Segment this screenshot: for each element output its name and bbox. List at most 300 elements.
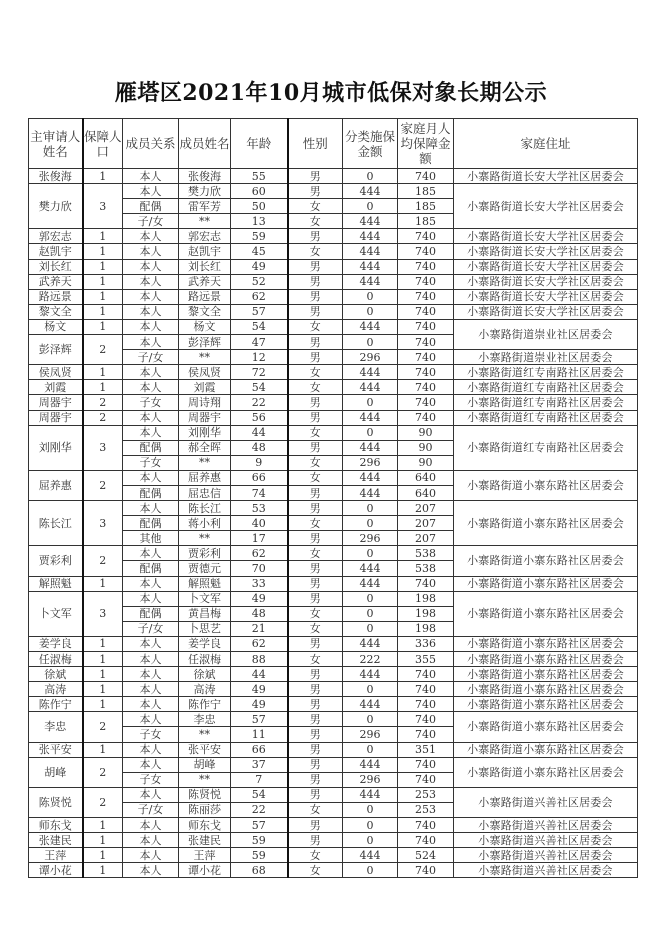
applicant-name: 张建民 — [29, 833, 83, 848]
table-row — [29, 380, 638, 395]
household-size: 1 — [83, 259, 123, 274]
age: 57 — [231, 712, 288, 727]
member-name: 刘霞 — [179, 380, 231, 395]
relation: 本人 — [123, 244, 179, 259]
applicant-name: 王萍 — [29, 848, 83, 863]
gender: 女 — [288, 516, 343, 531]
table-row — [29, 259, 638, 274]
per-capita-amount: 740 — [398, 259, 454, 274]
age: 62 — [231, 289, 288, 304]
address: 小寨路街道长安大学社区居委会 — [454, 289, 638, 304]
table-row — [29, 652, 638, 667]
address: 小寨路街道长安大学社区居委会 — [454, 274, 638, 289]
per-capita-amount: 740 — [398, 757, 454, 772]
category-amount: 0 — [343, 818, 398, 833]
table-row — [29, 742, 638, 757]
age: 48 — [231, 440, 288, 455]
member-name: 胡峰 — [179, 757, 231, 772]
relation: 配偶 — [123, 516, 179, 531]
table-row — [29, 365, 638, 380]
household-size: 1 — [83, 244, 123, 259]
household-size: 2 — [83, 712, 123, 742]
member-name: 贾彩利 — [179, 546, 231, 561]
applicant-name: 刘霞 — [29, 380, 83, 395]
relation: 本人 — [123, 501, 179, 516]
table-row — [29, 501, 638, 516]
relation: 本人 — [123, 848, 179, 863]
address: 小寨路街道小寨东路社区居委会 — [454, 546, 638, 576]
category-amount: 444 — [343, 259, 398, 274]
relation: 本人 — [123, 184, 179, 199]
category-amount: 0 — [343, 199, 398, 214]
header-household-size: 保障人口 — [83, 119, 123, 169]
gender: 男 — [288, 636, 343, 651]
member-name: 张平安 — [179, 742, 231, 757]
relation: 本人 — [123, 833, 179, 848]
category-amount: 444 — [343, 561, 398, 576]
per-capita-amount: 740 — [398, 274, 454, 289]
gender: 男 — [288, 229, 343, 244]
age: 66 — [231, 470, 288, 485]
gender: 男 — [288, 727, 343, 742]
address: 小寨路街道红专南路社区居委会 — [454, 395, 638, 410]
header-category-amount: 分类施保金额 — [343, 119, 398, 169]
per-capita-amount: 740 — [398, 395, 454, 410]
household-size: 1 — [83, 667, 123, 682]
applicant-name: 黎文全 — [29, 304, 83, 319]
category-amount: 444 — [343, 410, 398, 425]
member-name: 任淑梅 — [179, 652, 231, 667]
applicant-name: 郭宏志 — [29, 229, 83, 244]
age: 37 — [231, 757, 288, 772]
category-amount: 0 — [343, 335, 398, 350]
age: 49 — [231, 259, 288, 274]
relation: 子/女 — [123, 621, 179, 636]
address: 小寨路街道小寨东路社区居委会 — [454, 697, 638, 712]
address: 小寨路街道崇业社区居委会 — [454, 350, 638, 365]
member-name: 武养天 — [179, 274, 231, 289]
per-capita-amount: 90 — [398, 425, 454, 440]
household-size: 1 — [83, 652, 123, 667]
per-capita-amount: 185 — [398, 199, 454, 214]
member-name: 郝全晖 — [179, 440, 231, 455]
applicant-name: 李忠 — [29, 712, 83, 742]
age: 55 — [231, 169, 288, 184]
applicant-name: 刘长红 — [29, 259, 83, 274]
applicant-name: 解照魁 — [29, 576, 83, 591]
household-size: 2 — [83, 757, 123, 787]
per-capita-amount: 207 — [398, 516, 454, 531]
applicant-name: 彭泽辉 — [29, 335, 83, 365]
gender: 女 — [288, 606, 343, 621]
member-name: ** — [179, 350, 231, 365]
per-capita-amount: 253 — [398, 802, 454, 817]
household-size: 1 — [83, 274, 123, 289]
member-name: 樊力欣 — [179, 184, 231, 199]
age: 22 — [231, 802, 288, 817]
gender: 女 — [288, 546, 343, 561]
gender: 女 — [288, 470, 343, 485]
household-size: 2 — [83, 470, 123, 500]
gender: 女 — [288, 214, 343, 229]
gender: 女 — [288, 621, 343, 636]
category-amount: 0 — [343, 546, 398, 561]
category-amount: 296 — [343, 531, 398, 546]
gender: 男 — [288, 833, 343, 848]
relation: 本人 — [123, 425, 179, 440]
applicant-name: 徐斌 — [29, 667, 83, 682]
category-amount: 444 — [343, 380, 398, 395]
applicant-name: 谭小花 — [29, 863, 83, 878]
table-row — [29, 395, 638, 410]
category-amount: 444 — [343, 365, 398, 380]
category-amount: 296 — [343, 772, 398, 787]
member-name: 姜学良 — [179, 636, 231, 651]
age: 54 — [231, 380, 288, 395]
per-capita-amount: 740 — [398, 229, 454, 244]
member-name: 周器宇 — [179, 410, 231, 425]
age: 74 — [231, 485, 288, 500]
member-name: ** — [179, 727, 231, 742]
address: 小寨路街道长安大学社区居委会 — [454, 244, 638, 259]
household-size: 1 — [83, 289, 123, 304]
per-capita-amount: 640 — [398, 470, 454, 485]
per-capita-amount: 740 — [398, 169, 454, 184]
member-name: 卜文军 — [179, 591, 231, 606]
table-row — [29, 470, 638, 485]
age: 88 — [231, 652, 288, 667]
category-amount: 444 — [343, 274, 398, 289]
gender: 女 — [288, 365, 343, 380]
household-size: 1 — [83, 319, 123, 334]
address: 小寨路街道红专南路社区居委会 — [454, 410, 638, 425]
age: 59 — [231, 848, 288, 863]
per-capita-amount: 740 — [398, 576, 454, 591]
header-gender: 性别 — [288, 119, 343, 169]
age: 40 — [231, 516, 288, 531]
address: 小寨路街道小寨东路社区居委会 — [454, 470, 638, 500]
relation: 子女 — [123, 455, 179, 470]
household-size: 1 — [83, 697, 123, 712]
header-row — [29, 119, 638, 169]
header-member-name: 成员姓名 — [179, 119, 231, 169]
relation: 本人 — [123, 335, 179, 350]
gender: 男 — [288, 289, 343, 304]
member-name: 贾德元 — [179, 561, 231, 576]
member-name: 侯凤贤 — [179, 365, 231, 380]
gender: 男 — [288, 335, 343, 350]
member-name: 杨文 — [179, 319, 231, 334]
header-relation: 成员关系 — [123, 119, 179, 169]
member-name: 徐斌 — [179, 667, 231, 682]
member-name: ** — [179, 214, 231, 229]
gender: 男 — [288, 742, 343, 757]
age: 72 — [231, 365, 288, 380]
applicant-name: 贾彩利 — [29, 546, 83, 576]
household-size: 3 — [83, 425, 123, 470]
relation: 本人 — [123, 169, 179, 184]
age: 22 — [231, 395, 288, 410]
category-amount: 0 — [343, 863, 398, 878]
household-size: 2 — [83, 395, 123, 410]
table-row — [29, 833, 638, 848]
per-capita-amount: 740 — [398, 863, 454, 878]
member-name: 屈养惠 — [179, 470, 231, 485]
per-capita-amount: 185 — [398, 184, 454, 199]
address: 小寨路街道小寨东路社区居委会 — [454, 682, 638, 697]
category-amount: 0 — [343, 501, 398, 516]
address: 小寨路街道小寨东路社区居委会 — [454, 742, 638, 757]
gender: 女 — [288, 652, 343, 667]
gender: 男 — [288, 682, 343, 697]
age: 7 — [231, 772, 288, 787]
relation: 本人 — [123, 304, 179, 319]
age: 44 — [231, 425, 288, 440]
category-amount: 0 — [343, 395, 398, 410]
member-name: 陈丽莎 — [179, 802, 231, 817]
gender: 男 — [288, 410, 343, 425]
category-amount: 0 — [343, 682, 398, 697]
member-name: 卜思艺 — [179, 621, 231, 636]
relation: 子女 — [123, 727, 179, 742]
table-row — [29, 229, 638, 244]
age: 66 — [231, 742, 288, 757]
table-row — [29, 289, 638, 304]
table-row — [29, 682, 638, 697]
per-capita-amount: 740 — [398, 772, 454, 787]
per-capita-amount: 740 — [398, 410, 454, 425]
gender: 男 — [288, 274, 343, 289]
applicant-name: 杨文 — [29, 319, 83, 334]
age: 17 — [231, 531, 288, 546]
category-amount: 0 — [343, 833, 398, 848]
household-size: 1 — [83, 169, 123, 184]
age: 21 — [231, 621, 288, 636]
household-size: 2 — [83, 335, 123, 365]
relation: 本人 — [123, 652, 179, 667]
relation: 本人 — [123, 757, 179, 772]
applicant-name: 姜学良 — [29, 636, 83, 651]
age: 12 — [231, 350, 288, 365]
age: 62 — [231, 636, 288, 651]
header-address: 家庭住址 — [454, 119, 638, 169]
household-size: 2 — [83, 546, 123, 576]
table-row — [29, 319, 638, 334]
category-amount: 0 — [343, 304, 398, 319]
relation: 本人 — [123, 546, 179, 561]
category-amount: 444 — [343, 319, 398, 334]
per-capita-amount: 336 — [398, 636, 454, 651]
relation: 本人 — [123, 863, 179, 878]
gender: 男 — [288, 440, 343, 455]
age: 33 — [231, 576, 288, 591]
applicant-name: 陈作宁 — [29, 697, 83, 712]
applicant-name: 胡峰 — [29, 757, 83, 787]
age: 62 — [231, 546, 288, 561]
per-capita-amount: 740 — [398, 727, 454, 742]
age: 49 — [231, 682, 288, 697]
applicant-name: 赵凯宇 — [29, 244, 83, 259]
member-name: 解照魁 — [179, 576, 231, 591]
table-row — [29, 244, 638, 259]
age: 59 — [231, 229, 288, 244]
per-capita-amount: 538 — [398, 546, 454, 561]
gender: 男 — [288, 757, 343, 772]
address: 小寨路街道小寨东路社区居委会 — [454, 636, 638, 651]
per-capita-amount: 740 — [398, 244, 454, 259]
gender: 男 — [288, 576, 343, 591]
category-amount: 0 — [343, 606, 398, 621]
relation: 子/女 — [123, 214, 179, 229]
applicant-name: 师东戈 — [29, 818, 83, 833]
gender: 女 — [288, 199, 343, 214]
age: 53 — [231, 501, 288, 516]
applicant-name: 樊力欣 — [29, 184, 83, 229]
table-row — [29, 818, 638, 833]
per-capita-amount: 198 — [398, 591, 454, 606]
table-row — [29, 410, 638, 425]
per-capita-amount: 538 — [398, 561, 454, 576]
category-amount: 0 — [343, 169, 398, 184]
relation: 本人 — [123, 410, 179, 425]
relation: 配偶 — [123, 561, 179, 576]
member-name: ** — [179, 455, 231, 470]
applicant-name: 路远景 — [29, 289, 83, 304]
member-name: 谭小花 — [179, 863, 231, 878]
per-capita-amount: 90 — [398, 440, 454, 455]
applicant-name: 刘刚华 — [29, 425, 83, 470]
category-amount: 0 — [343, 621, 398, 636]
address: 小寨路街道小寨东路社区居委会 — [454, 501, 638, 546]
table-row — [29, 184, 638, 199]
household-size: 1 — [83, 848, 123, 863]
household-size: 1 — [83, 365, 123, 380]
per-capita-amount: 253 — [398, 787, 454, 802]
table-row — [29, 546, 638, 561]
gender: 男 — [288, 184, 343, 199]
address: 小寨路街道小寨东路社区居委会 — [454, 712, 638, 742]
member-name: 黎文全 — [179, 304, 231, 319]
member-name: 屈忠信 — [179, 485, 231, 500]
household-size: 1 — [83, 636, 123, 651]
per-capita-amount: 740 — [398, 682, 454, 697]
relation: 本人 — [123, 380, 179, 395]
gender: 男 — [288, 259, 343, 274]
applicant-name: 陈贤悦 — [29, 787, 83, 817]
per-capita-amount: 740 — [398, 365, 454, 380]
table-row — [29, 757, 638, 772]
relation: 子女 — [123, 772, 179, 787]
member-name: 刘长红 — [179, 259, 231, 274]
category-amount: 444 — [343, 576, 398, 591]
address: 小寨路街道兴善社区居委会 — [454, 818, 638, 833]
household-size: 3 — [83, 501, 123, 546]
per-capita-amount: 740 — [398, 289, 454, 304]
per-capita-amount: 198 — [398, 606, 454, 621]
table-row — [29, 863, 638, 878]
address: 小寨路街道长安大学社区居委会 — [454, 304, 638, 319]
header-per-capita-amount: 家庭月人均保障金额 — [398, 119, 454, 169]
per-capita-amount: 90 — [398, 455, 454, 470]
table-row — [29, 425, 638, 440]
per-capita-amount: 351 — [398, 742, 454, 757]
category-amount: 296 — [343, 350, 398, 365]
table-row — [29, 274, 638, 289]
category-amount: 0 — [343, 712, 398, 727]
per-capita-amount: 740 — [398, 712, 454, 727]
relation: 本人 — [123, 787, 179, 802]
age: 54 — [231, 787, 288, 802]
category-amount: 296 — [343, 727, 398, 742]
gender: 男 — [288, 667, 343, 682]
address: 小寨路街道小寨东路社区居委会 — [454, 652, 638, 667]
relation: 本人 — [123, 697, 179, 712]
household-size: 1 — [83, 229, 123, 244]
category-amount: 0 — [343, 591, 398, 606]
household-size: 1 — [83, 380, 123, 395]
member-name: ** — [179, 772, 231, 787]
age: 47 — [231, 335, 288, 350]
age: 9 — [231, 455, 288, 470]
gender: 男 — [288, 818, 343, 833]
member-name: 周诗翔 — [179, 395, 231, 410]
address: 小寨路街道崇业社区居委会 — [454, 319, 638, 349]
address: 小寨路街道兴善社区居委会 — [454, 787, 638, 817]
per-capita-amount: 740 — [398, 335, 454, 350]
member-name: 雷军芳 — [179, 199, 231, 214]
applicant-name: 张俊海 — [29, 169, 83, 184]
category-amount: 444 — [343, 244, 398, 259]
age: 52 — [231, 274, 288, 289]
category-amount: 444 — [343, 214, 398, 229]
per-capita-amount: 207 — [398, 501, 454, 516]
age: 50 — [231, 199, 288, 214]
category-amount: 444 — [343, 440, 398, 455]
header-applicant: 主审请人姓名 — [29, 119, 83, 169]
member-name: 蒋小利 — [179, 516, 231, 531]
household-size: 2 — [83, 410, 123, 425]
relation: 本人 — [123, 591, 179, 606]
category-amount: 444 — [343, 848, 398, 863]
age: 60 — [231, 184, 288, 199]
category-amount: 0 — [343, 802, 398, 817]
address: 小寨路街道兴善社区居委会 — [454, 863, 638, 878]
per-capita-amount: 740 — [398, 833, 454, 848]
relation: 本人 — [123, 636, 179, 651]
relation: 子/女 — [123, 802, 179, 817]
applicant-name: 任淑梅 — [29, 652, 83, 667]
address: 小寨路街道长安大学社区居委会 — [454, 229, 638, 244]
gender: 女 — [288, 244, 343, 259]
relation: 本人 — [123, 319, 179, 334]
relation: 本人 — [123, 289, 179, 304]
category-amount: 444 — [343, 667, 398, 682]
gender: 男 — [288, 169, 343, 184]
member-name: 师东戈 — [179, 818, 231, 833]
category-amount: 296 — [343, 455, 398, 470]
household-size: 3 — [83, 591, 123, 636]
household-size: 1 — [83, 818, 123, 833]
member-name: ** — [179, 531, 231, 546]
table-row — [29, 169, 638, 184]
gender: 男 — [288, 304, 343, 319]
per-capita-amount: 207 — [398, 531, 454, 546]
per-capita-amount: 740 — [398, 319, 454, 334]
table-row — [29, 712, 638, 727]
category-amount: 444 — [343, 485, 398, 500]
gender: 女 — [288, 455, 343, 470]
per-capita-amount: 740 — [398, 350, 454, 365]
